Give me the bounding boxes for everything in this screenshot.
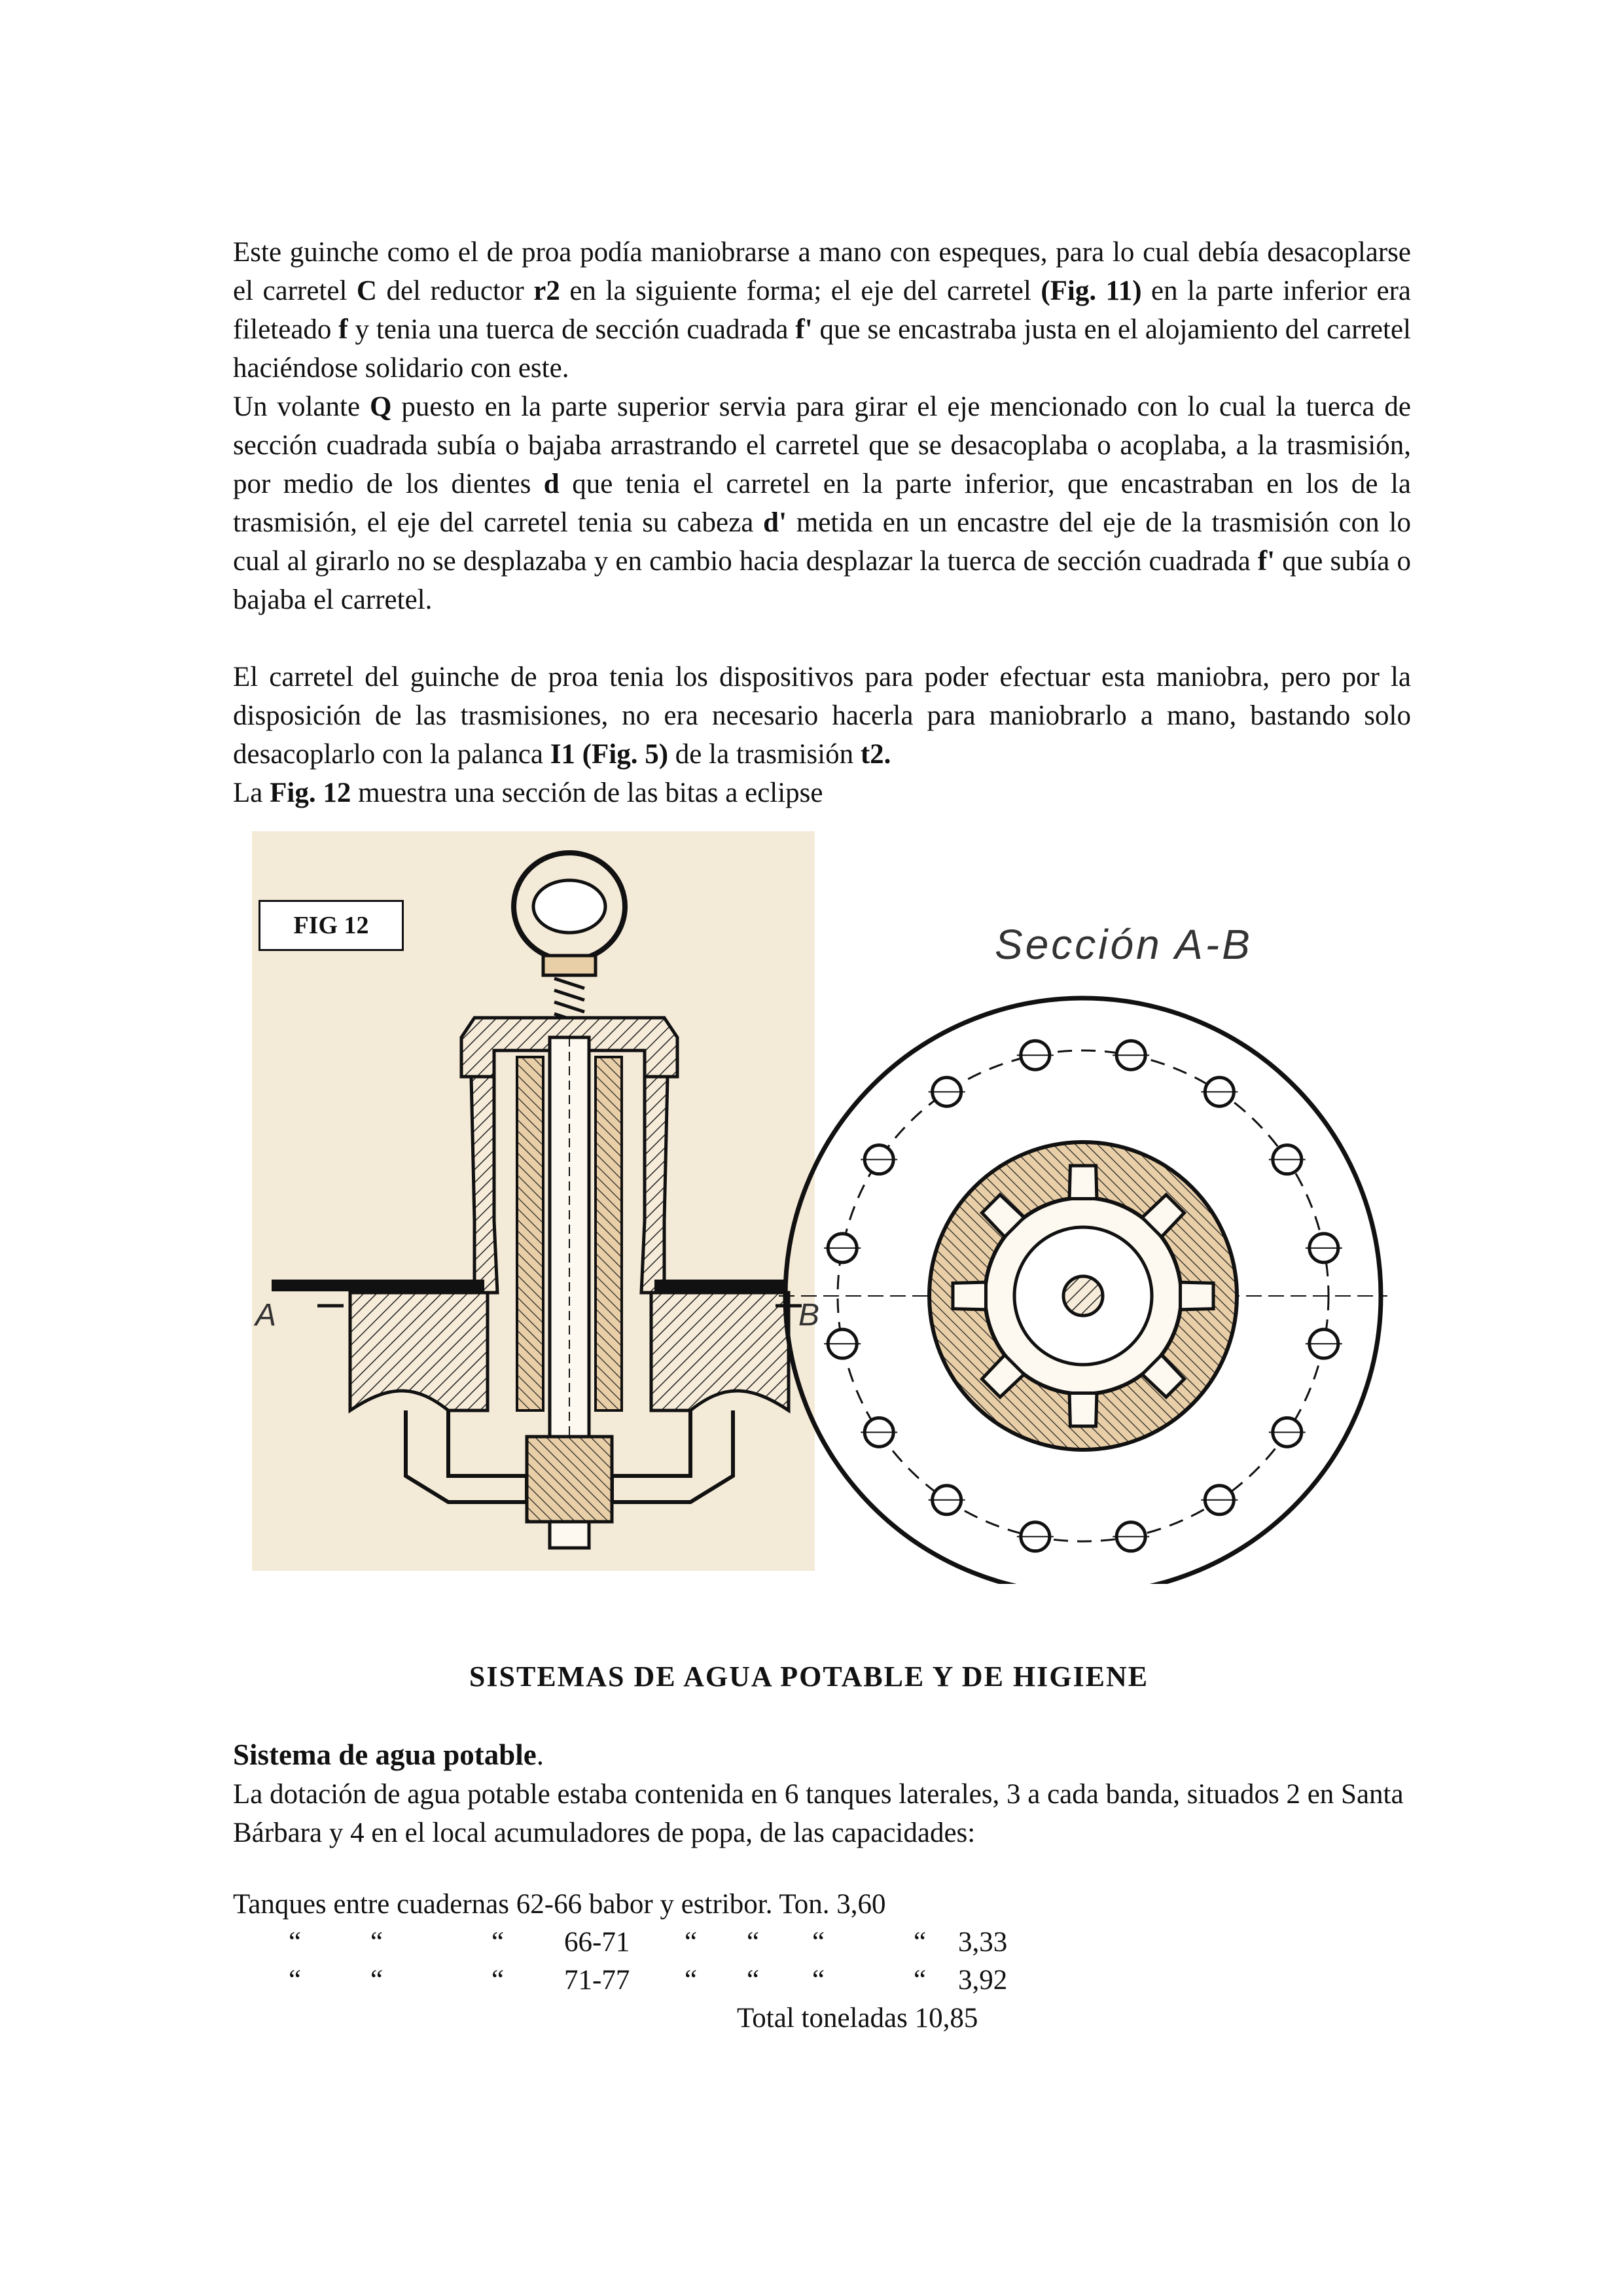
sleeve-tooth bbox=[1069, 1393, 1097, 1427]
p1-text-c: del reductor bbox=[376, 276, 534, 306]
p2-text-e: metida en un encastre del eje de la trasmisión con lo cual al girarlo no se desplazaba y en cambio hacia desplazar la tuerca de sección cuadrada bbox=[233, 507, 1411, 577]
p1-bold-c: C bbox=[356, 276, 377, 306]
p2-text-c: puesto en la parte superior servia para girar el eje mencionado con lo cual la tuerca de sección cuadrada subía o bajaba arrastrando el carretel que se desacoplaba o acoplaba, a la trasmisión, por medio de los dientes bbox=[233, 391, 1411, 499]
p1-bold-r2: r2 bbox=[533, 276, 560, 306]
deck-plate-right bbox=[654, 1280, 785, 1291]
tank-row-2 bbox=[233, 1926, 1411, 1965]
inner-sleeve-left bbox=[517, 1057, 543, 1410]
ditto-mark: “ bbox=[812, 1927, 825, 1958]
ditto-mark: “ bbox=[914, 1965, 927, 1996]
p2-bold-dprime: d' bbox=[763, 507, 787, 538]
p3-text-c: de la trasmisión bbox=[668, 739, 861, 770]
p2-text-d: que tenia el carretel en la parte inferior, que encastraban en los de la trasmisión, el eje del carretel tenia su cabeza bbox=[233, 469, 1411, 538]
bottom-nut bbox=[527, 1437, 612, 1522]
tank-row-2-value: 3,33 bbox=[958, 1927, 1008, 1958]
p2-text-a: Un volante bbox=[233, 391, 370, 422]
ditto-mark: “ bbox=[812, 1965, 825, 1996]
ditto-mark: “ bbox=[370, 1927, 383, 1958]
subsection-heading bbox=[233, 1738, 544, 1772]
paragraph-3 bbox=[233, 658, 1411, 774]
subsection-heading-bold: Sistema de agua potable bbox=[233, 1738, 537, 1771]
ditto-mark: “ bbox=[289, 1965, 302, 1996]
paragraph-2 bbox=[233, 387, 1411, 619]
section-mark-b: B bbox=[798, 1298, 820, 1333]
p3-bold-i1: I1 (Fig. 5) bbox=[550, 739, 669, 770]
inner-sleeve-right bbox=[596, 1057, 622, 1410]
p4-text-a: La bbox=[233, 778, 270, 808]
p2-bold-fprime: f' bbox=[1257, 546, 1275, 577]
ditto-mark: “ bbox=[747, 1965, 760, 1996]
p4-bold-fig12: Fig. 12 bbox=[270, 778, 351, 808]
p1-text-a: Este guinche como el de proa podía maniobrarse a mano con espeques, para lo cual debía desacoplarse el carretel bbox=[233, 237, 1411, 306]
p1-bold-f: f bbox=[338, 314, 348, 345]
p1-text-f: y tenia una tuerca de sección cuadrada bbox=[348, 314, 796, 345]
column-wall-left bbox=[471, 1077, 497, 1293]
tank-row-1 bbox=[233, 1888, 1411, 1927]
plan-view bbox=[779, 998, 1387, 1584]
p1-bold-fig11: (Fig. 11) bbox=[1041, 276, 1142, 306]
p3-text-a: El carretel del guinche de proa tenia los dispositivos para poder efectuar esta maniobra, pero por la disposición de las trasmisiones, no era necesario hacerla para maniobrarlo a mano, bastando solo desacoplarlo con la palanca bbox=[233, 662, 1411, 770]
p3-bold-t2: t2. bbox=[860, 739, 891, 770]
p1-bold-fprime: f' bbox=[795, 314, 813, 345]
section-mark-a: A bbox=[255, 1298, 277, 1333]
paragraph-1 bbox=[233, 233, 1411, 387]
p4-text-c: muestra una sección de las bitas a eclipse bbox=[351, 778, 823, 808]
section-heading: SISTEMAS DE AGUA POTABLE Y DE HIGIENE bbox=[469, 1660, 1149, 1693]
fig12-drawing bbox=[252, 821, 1404, 1584]
tank-row-3-value: 3,92 bbox=[958, 1965, 1008, 1996]
ditto-mark: “ bbox=[289, 1927, 302, 1958]
intro-paragraph: La dotación de agua potable estaba contenida en 6 tanques laterales, 3 a cada banda, situados 2 en Santa Bárbara y 4 en el local acumuladores de popa, de las capacidades: bbox=[233, 1779, 1404, 1848]
tank-row-1-text: Tanques entre cuadernas 62-66 babor y estribor. Ton. 3,60 bbox=[233, 1889, 886, 1920]
ditto-mark: “ bbox=[491, 1965, 505, 1996]
spindle-section bbox=[1063, 1276, 1103, 1316]
tank-total: Total toneladas 10,85 bbox=[737, 2003, 978, 2034]
p2-bold-q: Q bbox=[370, 391, 392, 422]
ditto-mark: “ bbox=[747, 1927, 760, 1958]
p2-text-f: que subía o bajaba el carretel. bbox=[233, 546, 1411, 615]
tank-row-3 bbox=[233, 1964, 1411, 2003]
section-ab-title: Sección A-B bbox=[995, 921, 1253, 968]
ditto-mark: “ bbox=[370, 1965, 383, 1996]
figure-label: FIG 12 bbox=[259, 900, 404, 951]
deck-plate-left bbox=[272, 1280, 484, 1291]
p1-text-d: en la siguiente forma; el eje del carretel bbox=[560, 276, 1041, 306]
sleeve-tooth bbox=[1181, 1282, 1214, 1310]
base-flange-left bbox=[350, 1293, 488, 1410]
sleeve-tooth bbox=[1069, 1166, 1097, 1199]
tank-row-2-range: 66-71 bbox=[564, 1927, 630, 1958]
sleeve-tooth bbox=[953, 1282, 986, 1310]
ditto-mark: “ bbox=[914, 1927, 927, 1958]
paragraph-4 bbox=[233, 774, 1411, 812]
column-wall-right bbox=[641, 1077, 668, 1293]
ditto-mark: “ bbox=[685, 1927, 698, 1958]
p1-text-g: que se encastraba justa en el alojamiento del carretel haciéndose solidario con este. bbox=[233, 314, 1411, 384]
tank-row-3-range: 71-77 bbox=[564, 1965, 630, 1996]
subsection-heading-tail: . bbox=[536, 1738, 544, 1771]
p2-bold-d: d bbox=[543, 469, 560, 499]
base-flange-right bbox=[651, 1293, 789, 1410]
ditto-mark: “ bbox=[685, 1965, 698, 1996]
ditto-mark: “ bbox=[491, 1927, 505, 1958]
p1-text-e: en la parte inferior era fileteado bbox=[233, 276, 1412, 345]
tank-total-row bbox=[233, 2002, 1411, 2041]
